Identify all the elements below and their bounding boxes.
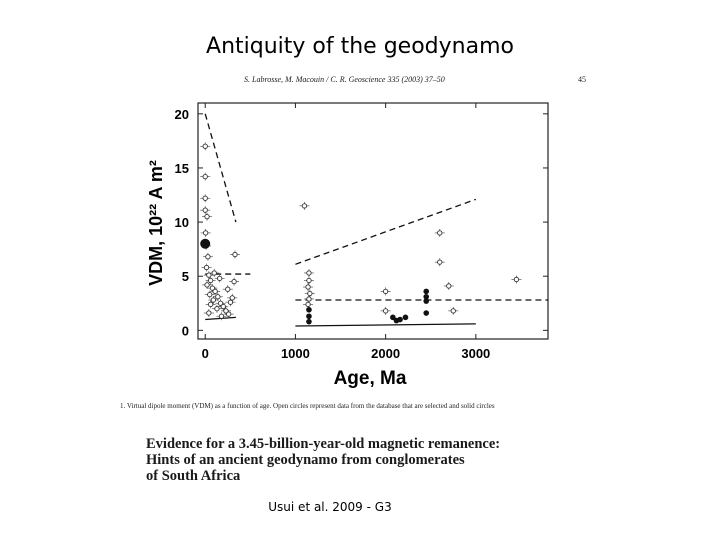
solid-trend-line: [295, 324, 475, 326]
open-point: [232, 279, 236, 283]
data-points: [200, 142, 521, 324]
dashed-trend-line: [205, 114, 236, 222]
open-point: [203, 208, 207, 212]
open-point: [307, 297, 311, 301]
open-point: [302, 204, 306, 208]
open-point: [203, 231, 207, 235]
open-point: [219, 314, 223, 318]
open-point: [307, 271, 311, 275]
solid-point: [397, 317, 403, 323]
open-point: [306, 285, 310, 289]
solid-point: [423, 298, 429, 304]
paper-page-number: 45: [578, 75, 586, 84]
paper-title: [146, 436, 500, 484]
solid-point: [200, 239, 210, 249]
y-tick-label: 0: [181, 323, 189, 339]
trend-lines: [205, 114, 548, 326]
open-point: [451, 309, 455, 313]
paper-title-line: of South Africa: [146, 468, 241, 484]
open-point: [204, 265, 208, 269]
open-point: [217, 276, 221, 280]
slide-title: Antiquity of the geodynamo: [206, 34, 514, 59]
open-point: [203, 144, 207, 148]
open-point: [211, 298, 215, 302]
open-point: [447, 284, 451, 288]
x-tick-label: 3000: [461, 346, 491, 361]
open-point: [307, 278, 311, 282]
open-point: [216, 295, 220, 299]
open-point: [383, 309, 387, 313]
solid-point: [306, 307, 312, 313]
open-point: [206, 255, 210, 259]
open-point: [213, 289, 217, 293]
open-point: [438, 260, 442, 264]
y-tick-label: 20: [174, 106, 189, 122]
paper-running-head: S. Labrosse, M. Macouin / C. R. Geoscience 335 (2003) 37–50: [244, 75, 445, 84]
open-point: [228, 300, 232, 304]
open-point: [308, 291, 312, 295]
open-point: [383, 289, 387, 293]
open-point: [205, 283, 209, 287]
open-point: [226, 312, 230, 316]
paper-title-line: Evidence for a 3.45-billion-year-old magnetic remanence:: [146, 436, 501, 452]
dashed-trend-line: [295, 199, 475, 264]
x-tick-label: 2000: [371, 346, 401, 361]
solid-point: [306, 313, 312, 319]
open-point: [514, 277, 518, 281]
open-point: [221, 304, 225, 308]
open-point: [208, 302, 212, 306]
open-point: [212, 271, 216, 275]
y-tick-label: 15: [174, 160, 189, 176]
open-point: [233, 252, 237, 256]
open-point: [306, 302, 310, 306]
x-tick-label: 1000: [280, 346, 310, 361]
plot-border: [198, 103, 548, 339]
x-tick-label: 0: [201, 346, 209, 361]
open-point: [215, 306, 219, 310]
plot-frame: [198, 103, 548, 339]
open-point: [203, 196, 207, 200]
open-point: [205, 214, 209, 218]
solid-point: [306, 319, 312, 325]
x-axis-label: Age, Ma: [333, 368, 407, 389]
solid-point: [423, 310, 429, 316]
open-point: [226, 287, 230, 291]
solid-point: [423, 289, 429, 295]
open-point: [208, 292, 212, 296]
y-axis-label: VDM, 10²² A m²: [146, 160, 166, 286]
solid-point: [403, 315, 409, 321]
figure-caption: 1. Virtual dipole moment (VDM) as a function of age. Open circles represent data from the database that are selected and solid circles: [120, 402, 495, 410]
open-point: [207, 311, 211, 315]
y-tick-label: 10: [174, 215, 189, 231]
open-point: [438, 231, 442, 235]
open-point: [208, 278, 212, 282]
paper-title-line: Hints of an ancient geodynamo from conglomerates: [146, 452, 465, 468]
y-tick-label: 5: [181, 269, 189, 285]
axis-ticks: [175, 103, 548, 361]
open-point: [203, 174, 207, 178]
citation: Usui et al. 2009 - G3: [268, 500, 392, 514]
